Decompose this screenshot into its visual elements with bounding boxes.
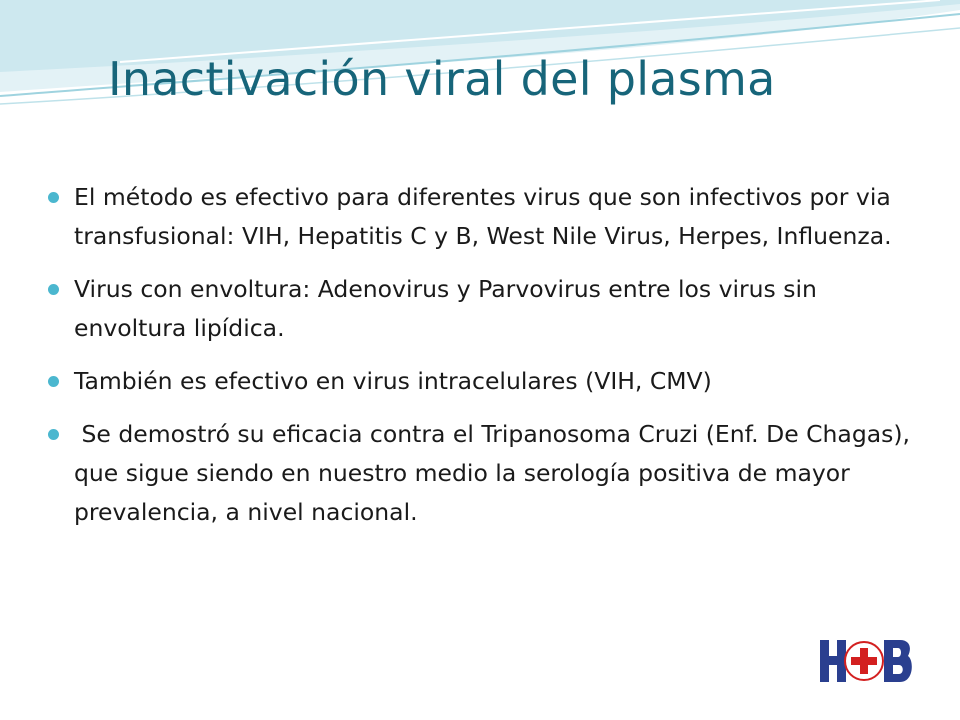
logo-letter-b [884, 640, 912, 682]
bullet-text: También es efectivo en virus intracelulares (VIH, CMV) [74, 367, 712, 395]
slide-title: Inactivación viral del plasma [108, 52, 776, 106]
hospital-logo [818, 638, 916, 684]
bullet-item [48, 415, 918, 532]
bullet-dot-icon [48, 429, 59, 440]
bullet-item [48, 362, 918, 401]
bullet-text: Virus con envoltura: Adenovirus y Parvovirus entre los virus sin envoltura lipídica. [74, 275, 817, 342]
bullet-text: Se demostró su eficacia contra el Tripanosoma Cruzi (Enf. De Chagas), que sigue siendo en nuestro medio la serología positiva de mayor prevalencia, a nivel nacional. [74, 420, 918, 526]
bullet-dot-icon [48, 284, 59, 295]
red-cross-icon [845, 642, 883, 680]
bullet-item [48, 178, 918, 256]
bullet-dot-icon [48, 376, 59, 387]
bullet-item [48, 270, 918, 348]
bullet-text: El método es efectivo para diferentes virus que son infectivos por via transfusional: VIH, Hepatitis C y B, West Nile Virus, Herpes, Influenza. [74, 183, 892, 250]
bullet-dot-icon [48, 192, 59, 203]
bullet-list [48, 178, 918, 546]
